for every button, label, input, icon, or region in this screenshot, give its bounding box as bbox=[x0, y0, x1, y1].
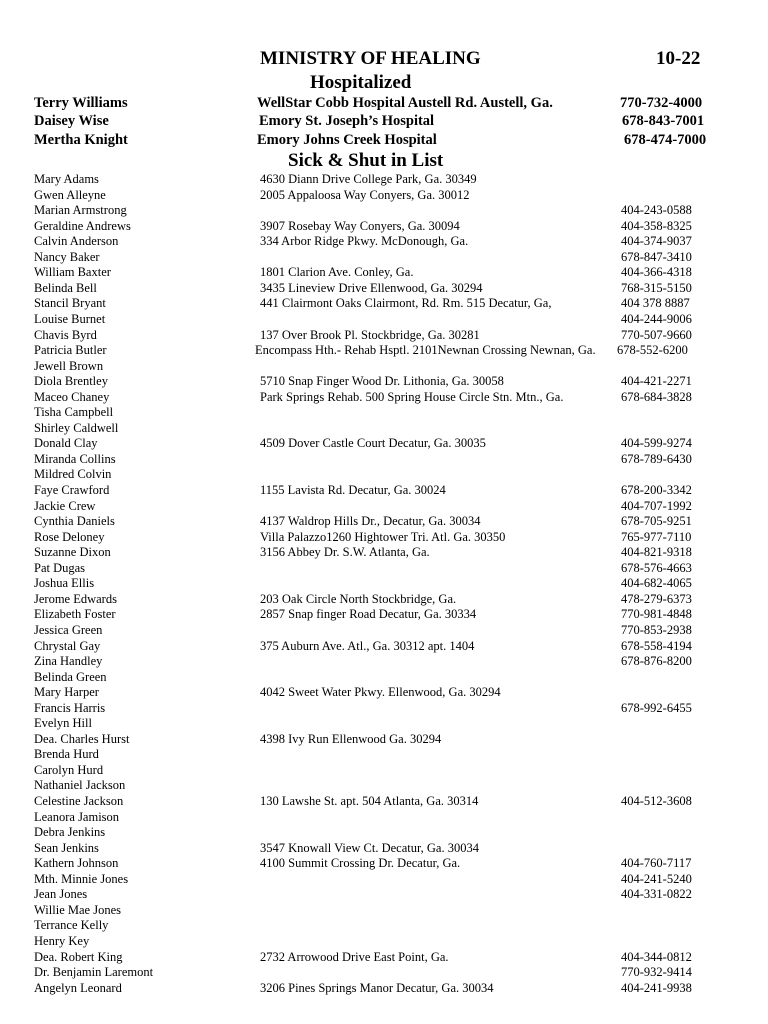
sick-list-phone: 678-576-4663 bbox=[621, 560, 692, 575]
sick-list-name: Jerome Edwards bbox=[34, 591, 117, 606]
sick-list-address: Encompass Hth.- Rehab Hsptl. 2101Newnan Crossing Newnan, Ga. bbox=[255, 343, 596, 358]
sick-list-address: 4509 Dover Castle Court Decatur, Ga. 30035 bbox=[260, 436, 486, 451]
sick-list-address: 2857 Snap finger Road Decatur, Ga. 30334 bbox=[260, 607, 477, 622]
sick-list-phone: 770-981-4848 bbox=[621, 607, 692, 622]
sick-list-name: Celestine Jackson bbox=[34, 794, 124, 808]
sick-list-address: 1801 Clarion Ave. Conley, Ga. bbox=[260, 265, 414, 280]
sick-list-address: 3547 Knowall View Ct. Decatur, Ga. 30034 bbox=[260, 840, 479, 855]
sick-list-name: Faye Crawford bbox=[34, 483, 110, 497]
sick-list-phone: 404-244-9006 bbox=[621, 311, 692, 326]
sick-list-name: Brenda Hurd bbox=[34, 747, 99, 762]
sick-list-name: Miranda Collins bbox=[34, 451, 116, 466]
sick-list-name: Diola Brentley bbox=[34, 374, 108, 389]
hospitalized-heading: Hospitalized bbox=[310, 72, 412, 93]
sick-list-phone: 404-241-9938 bbox=[621, 980, 692, 995]
sick-list-name: Mildred Colvin bbox=[34, 467, 112, 482]
sick-list-address: 334 Arbor Ridge Pkwy. McDonough, Ga. bbox=[260, 234, 469, 249]
sick-list-name: Elizabeth Foster bbox=[34, 607, 116, 622]
sick-list-name: Evelyn Hill bbox=[34, 716, 92, 731]
sick-list-phone: 404-358-8325 bbox=[621, 218, 692, 233]
hospitalized-phone: 678-474-7000 bbox=[624, 132, 707, 148]
sick-list-phone: 678-558-4194 bbox=[621, 638, 692, 653]
sick-list-name: Geraldine Andrews bbox=[34, 218, 131, 233]
sick-list-name: Donald Clay bbox=[34, 436, 98, 451]
sick-list-name: Maceo Chaney bbox=[34, 389, 110, 404]
sick-list-name: Louise Burnet bbox=[34, 311, 106, 326]
hospitalized-name: Daisey Wise bbox=[34, 113, 109, 129]
sick-list-phone: 404-707-1992 bbox=[621, 498, 692, 513]
date-label: 10-22 bbox=[656, 48, 701, 69]
sick-list-phone: 678-789-6430 bbox=[621, 451, 692, 466]
sick-list-name: Leanora Jamison bbox=[34, 809, 120, 824]
sick-list-phone: 404-760-7117 bbox=[621, 856, 692, 871]
sick-list-phone: 678-847-3410 bbox=[621, 249, 692, 264]
sick-list-name: Calvin Anderson bbox=[34, 234, 119, 249]
sick-list-address: 130 Lawshe St. apt. 504 Atlanta, Ga. 30314 bbox=[260, 794, 479, 808]
sick-list-address: 441 Clairmont Oaks Clairmont, Rd. Rm. 515 Decatur, Ga, bbox=[260, 296, 552, 311]
sick-list-address: 2005 Appaloosa Way Conyers, Ga. 30012 bbox=[260, 187, 470, 202]
sick-list-name: Jewell Brown bbox=[34, 358, 104, 373]
sick-list-phone: 678-992-6455 bbox=[621, 700, 692, 715]
hospitalized-name: Mertha Knight bbox=[34, 132, 128, 148]
sick-list-name: Nancy Baker bbox=[34, 249, 100, 264]
sick-list-phone: 770-932-9414 bbox=[621, 965, 692, 980]
hospitalized-place: Emory Johns Creek Hospital bbox=[257, 132, 437, 148]
sick-list-phone: 404-331-0822 bbox=[621, 887, 692, 902]
sick-list-name: Willie Mae Jones bbox=[34, 902, 121, 917]
sick-list-name: Shirley Caldwell bbox=[34, 420, 119, 435]
sick-list-name: Francis Harris bbox=[34, 700, 106, 715]
sick-list-address: 2732 Arrowood Drive East Point, Ga. bbox=[260, 949, 449, 964]
sick-list-name: Tisha Campbell bbox=[34, 405, 114, 420]
sick-list-name: Chavis Byrd bbox=[34, 327, 97, 342]
sick-list-name: Sean Jenkins bbox=[34, 840, 99, 855]
sick-list-name: Jean Jones bbox=[34, 887, 88, 902]
sick-list-phone: 770-853-2938 bbox=[621, 622, 692, 637]
sick-list-address: 3907 Rosebay Way Conyers, Ga. 30094 bbox=[260, 218, 460, 233]
sick-list-address: 4630 Diann Drive College Park, Ga. 30349 bbox=[260, 172, 477, 186]
sick-list-name: Belinda Bell bbox=[34, 280, 97, 295]
sick-list-phone: 404-821-9318 bbox=[621, 545, 692, 560]
sick-list-address: 203 Oak Circle North Stockbridge, Ga. bbox=[260, 591, 457, 606]
sick-list-name: Suzanne Dixon bbox=[34, 545, 111, 560]
sick-list-name: Dea. Robert King bbox=[34, 949, 123, 964]
sick-list-phone: 404-599-9274 bbox=[621, 436, 692, 451]
sick-list-name: Mth. Minnie Jones bbox=[34, 871, 129, 886]
page-title: MINISTRY OF HEALING bbox=[260, 48, 481, 69]
sick-list-name: Chrystal Gay bbox=[34, 638, 101, 653]
sick-list-name: Dr. Benjamin Laremont bbox=[34, 965, 154, 980]
sick-list-address: 3435 Lineview Drive Ellenwood, Ga. 30294 bbox=[260, 280, 483, 295]
sick-list-address: 137 Over Brook Pl. Stockbridge, Ga. 30281 bbox=[260, 327, 480, 342]
sick-list-phone: 404-344-0812 bbox=[621, 949, 692, 964]
sick-list-phone: 678-200-3342 bbox=[621, 483, 692, 497]
sick-list-name: Zina Handley bbox=[34, 654, 103, 669]
hospitalized-phone: 678-843-7001 bbox=[622, 113, 705, 129]
sick-list-name: Mary Adams bbox=[34, 172, 99, 186]
sick-list-name: Nathaniel Jackson bbox=[34, 778, 126, 793]
sick-list-heading: Sick & Shut in List bbox=[288, 150, 444, 171]
sick-list-name: William Baxter bbox=[34, 265, 111, 280]
sick-list-name: Pat Dugas bbox=[34, 560, 86, 575]
sick-list-phone: 404-682-4065 bbox=[621, 576, 692, 591]
sick-list-name: Dea. Charles Hurst bbox=[34, 731, 130, 746]
sick-list-address: 5710 Snap Finger Wood Dr. Lithonia, Ga. 30058 bbox=[260, 374, 504, 389]
sick-list-address: 4398 Ivy Run Ellenwood Ga. 30294 bbox=[260, 731, 442, 746]
sick-list-name: Kathern Johnson bbox=[34, 856, 119, 871]
sick-list-address: 3156 Abbey Dr. S.W. Atlanta, Ga. bbox=[260, 545, 430, 560]
sick-list-phone: 768-315-5150 bbox=[621, 280, 692, 295]
sick-list-name: Marian Armstrong bbox=[34, 203, 127, 218]
sick-list-phone: 678-705-9251 bbox=[621, 514, 692, 529]
sick-list-phone: 678-684-3828 bbox=[621, 389, 692, 404]
sick-list-address: Villa Palazzo1260 Hightower Tri. Atl. Ga. 30350 bbox=[260, 529, 506, 544]
sick-list-name: Joshua Ellis bbox=[34, 576, 95, 591]
hospitalized-name: Terry Williams bbox=[34, 95, 128, 111]
sick-list-address: 4137 Waldrop Hills Dr., Decatur, Ga. 30034 bbox=[260, 514, 481, 529]
sick-list-phone: 404-241-5240 bbox=[621, 871, 692, 886]
sick-list-name: Jessica Green bbox=[34, 622, 103, 637]
sick-list-address: Park Springs Rehab. 500 Spring House Circle Stn. Mtn., Ga. bbox=[260, 389, 564, 404]
sick-list-name: Henry Key bbox=[34, 933, 90, 948]
sick-list-address: 1155 Lavista Rd. Decatur, Ga. 30024 bbox=[260, 483, 446, 497]
sick-list-phone: 678-552-6200 bbox=[617, 343, 688, 358]
sick-list-name: Gwen Alleyne bbox=[34, 187, 106, 202]
sick-list-phone: 765-977-7110 bbox=[621, 529, 692, 544]
sick-list-name: Mary Harper bbox=[34, 685, 99, 700]
sick-list-phone: 404-421-2271 bbox=[621, 374, 692, 389]
sick-list-name: Jackie Crew bbox=[34, 498, 96, 513]
sick-list-phone: 478-279-6373 bbox=[621, 591, 692, 606]
sick-list-phone: 678-876-8200 bbox=[621, 654, 692, 669]
sick-list-address: 3206 Pines Springs Manor Decatur, Ga. 30034 bbox=[260, 980, 494, 995]
hospitalized-phone: 770-732-4000 bbox=[620, 95, 703, 111]
sick-list-name: Patricia Butler bbox=[34, 343, 107, 358]
sick-list-name: Debra Jenkins bbox=[34, 825, 106, 840]
sick-list-phone: 404-374-9037 bbox=[621, 234, 692, 249]
sick-list-phone: 770-507-9660 bbox=[621, 327, 692, 342]
sick-list-name: Stancil Bryant bbox=[34, 296, 106, 311]
sick-list-phone: 404 378 8887 bbox=[621, 296, 690, 311]
sick-list-address: 4042 Sweet Water Pkwy. Ellenwood, Ga. 30294 bbox=[260, 685, 501, 700]
sick-list-name: Terrance Kelly bbox=[34, 918, 109, 933]
sick-list-phone: 404-512-3608 bbox=[621, 794, 692, 808]
sick-list-phone: 404-243-0588 bbox=[621, 203, 692, 218]
sick-list-name: Carolyn Hurd bbox=[34, 762, 104, 777]
sick-list-phone: 404-366-4318 bbox=[621, 265, 692, 280]
hospitalized-place: Emory St. Joseph’s Hospital bbox=[259, 113, 435, 129]
sick-list-name: Angelyn Leonard bbox=[34, 980, 122, 995]
hospitalized-place: WellStar Cobb Hospital Austell Rd. Austell, Ga. bbox=[257, 95, 553, 111]
sick-list-name: Belinda Green bbox=[34, 669, 107, 684]
sick-list-name: Cynthia Daniels bbox=[34, 514, 115, 529]
sick-list-address: 375 Auburn Ave. Atl., Ga. 30312 apt. 1404 bbox=[260, 638, 475, 653]
sick-list-name: Rose Deloney bbox=[34, 529, 105, 544]
sick-list-address: 4100 Summit Crossing Dr. Decatur, Ga. bbox=[260, 856, 461, 871]
